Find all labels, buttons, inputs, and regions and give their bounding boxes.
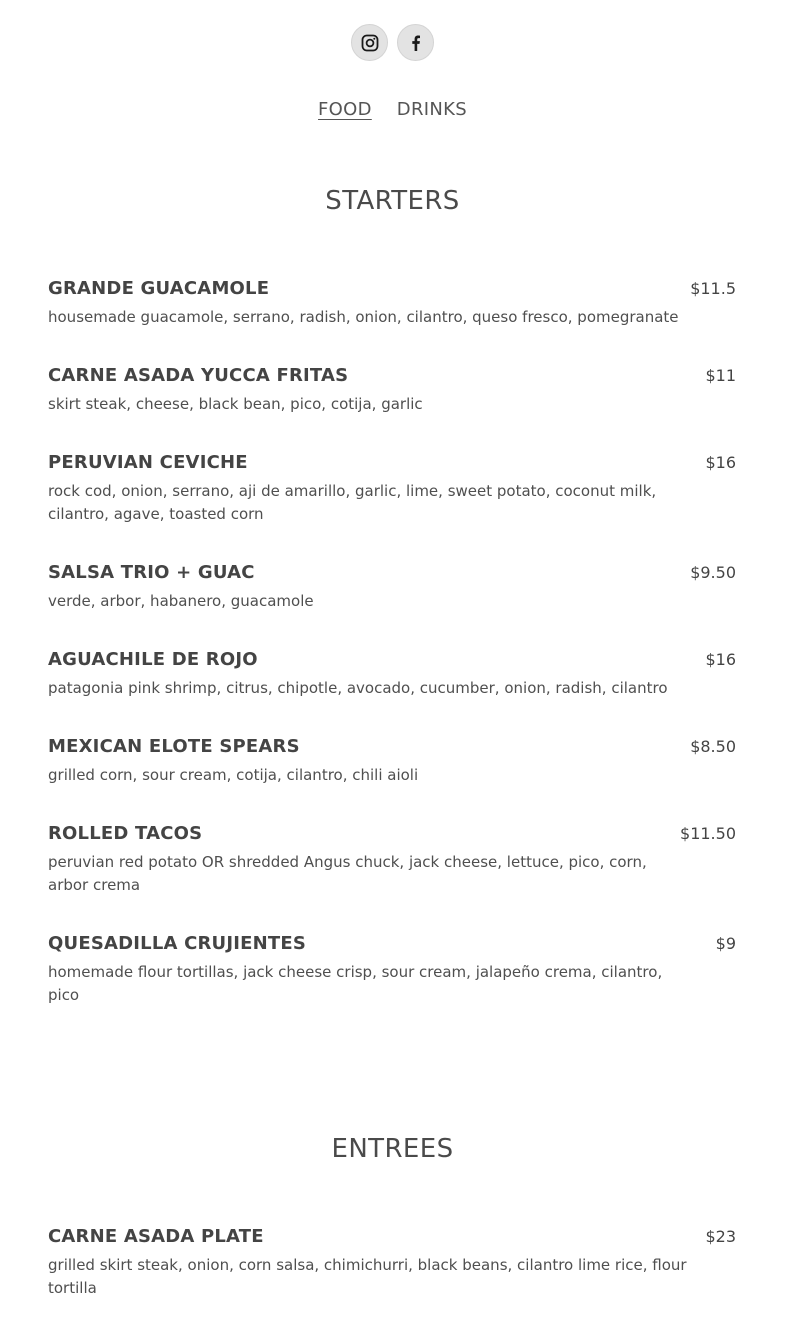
- menu-item: [48, 562, 736, 613]
- item-description: skirt steak, cheese, black bean, pico, cotija, garlic: [48, 395, 423, 413]
- item-price: $23: [705, 1227, 736, 1246]
- instagram-icon: [361, 34, 379, 52]
- item-price: $11.50: [680, 824, 736, 843]
- item-price: $16: [705, 650, 736, 669]
- item-price: $11: [705, 366, 736, 385]
- menu-item: [48, 823, 736, 897]
- menu-item: [48, 736, 736, 787]
- item-description: peruvian red potato OR shredded Angus chuck, jack cheese, lettuce, pico, corn, arbor crema: [48, 853, 647, 894]
- item-price: $8.50: [690, 737, 736, 756]
- instagram-link[interactable]: [351, 24, 388, 61]
- facebook-link[interactable]: [397, 24, 434, 61]
- menu-nav: [0, 99, 785, 120]
- item-name: QUESADILLA CRUJIENTES: [48, 933, 307, 954]
- nav-tab-food[interactable]: FOOD: [318, 99, 372, 120]
- item-price: $16: [705, 453, 736, 472]
- menu-item: [48, 365, 736, 416]
- item-name: PERUVIAN CEVICHE: [48, 452, 248, 473]
- menu-item: [48, 278, 736, 329]
- item-description: verde, arbor, habanero, guacamole: [48, 592, 314, 610]
- section-title-entrees: ENTREES: [331, 1134, 454, 1164]
- nav-tab-drinks[interactable]: DRINKS: [396, 99, 467, 120]
- item-description: patagonia pink shrimp, citrus, chipotle, avocado, cucumber, onion, radish, cilantro: [48, 679, 668, 697]
- menu-item: [48, 452, 736, 526]
- item-description: rock cod, onion, serrano, aji de amarillo, garlic, lime, sweet potato, coconut milk, cilantro, agave, toasted corn: [48, 482, 657, 523]
- item-name: MEXICAN ELOTE SPEARS: [48, 736, 300, 757]
- item-name: ROLLED TACOS: [48, 823, 203, 844]
- item-price: $11.5: [690, 279, 736, 298]
- item-name: GRANDE GUACAMOLE: [48, 278, 270, 299]
- facebook-icon: [407, 34, 425, 52]
- item-description: housemade guacamole, serrano, radish, onion, cilantro, queso fresco, pomegranate: [48, 308, 679, 326]
- menu-item: [48, 1226, 736, 1300]
- social-links: [0, 24, 785, 61]
- item-description: grilled corn, sour cream, cotija, cilantro, chili aioli: [48, 766, 419, 784]
- item-description: homemade flour tortillas, jack cheese crisp, sour cream, jalapeño crema, cilantro, pico: [48, 963, 663, 1004]
- menu-item: [48, 649, 736, 700]
- item-name: CARNE ASADA YUCCA FRITAS: [48, 365, 349, 386]
- item-price: $9: [715, 934, 736, 953]
- item-name: CARNE ASADA PLATE: [48, 1226, 264, 1247]
- item-description: grilled skirt steak, onion, corn salsa, chimichurri, black beans, cilantro lime rice, flour tortilla: [48, 1256, 687, 1297]
- section-title-starters: STARTERS: [325, 186, 460, 216]
- item-price: $9.50: [690, 563, 736, 582]
- menu-item: [48, 933, 736, 1007]
- item-name: SALSA TRIO + GUAC: [48, 562, 255, 583]
- item-name: AGUACHILE DE ROJO: [48, 649, 258, 670]
